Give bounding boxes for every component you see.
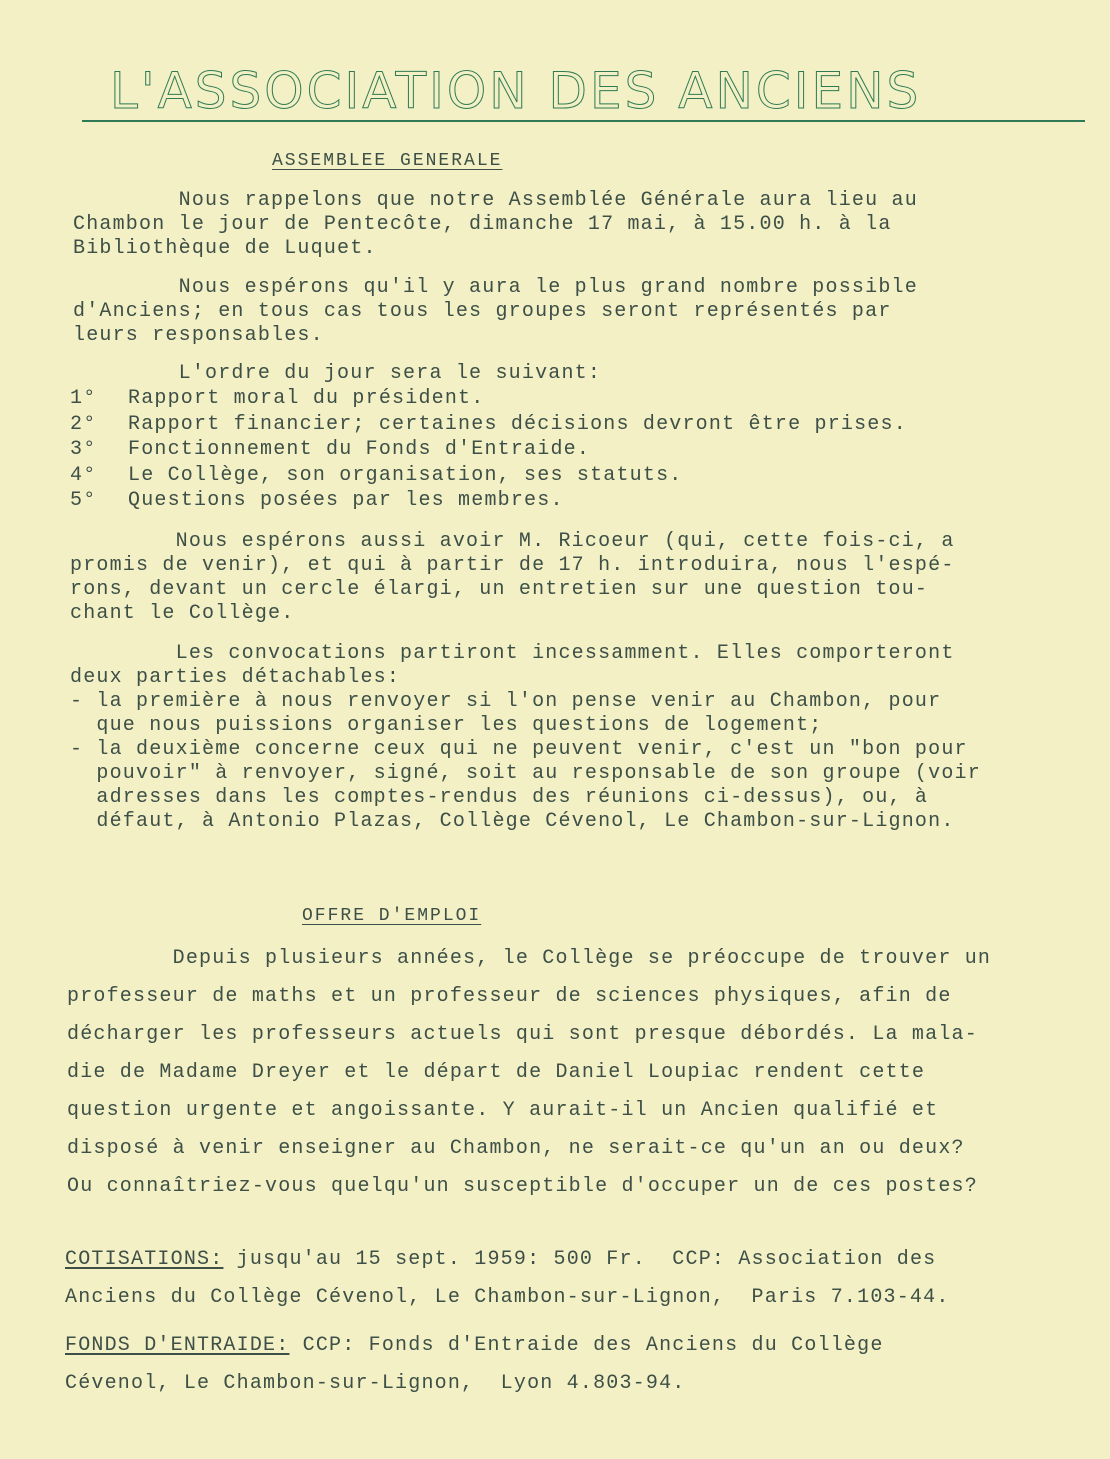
cotisations-line-1: COTISATIONS: jusqu'au 15 sept. 1959: 500 Fr. CCP: Association des	[65, 1248, 937, 1271]
agenda-item: 5° Questions posées par les membres.	[70, 489, 564, 512]
agenda-item: 1° Rapport moral du président.	[70, 387, 485, 410]
cotisations-label: COTISATIONS:	[65, 1248, 224, 1271]
assemblee-heading: ASSEMBLEE GENERALE	[272, 151, 503, 171]
detachable-part-item: - la deuxième concerne ceux qui ne peuvent venir, c'est un "bon pour pouvoir" à renvoyer, signé, soit au responsable de son groupe (voir adresses dans les comptes-rendus des réunions ci-dessus), ou, à défaut, à Antonio Plazas, Collège Cévenol, Le Chambon-sur-Lignon.	[70, 738, 981, 833]
fonds-label: FONDS D'ENTRAIDE:	[65, 1334, 290, 1357]
page-title: L'ASSOCIATION DES ANCIENS	[110, 62, 922, 120]
assemblee-paragraph-3: L'ordre du jour sera le suivant:	[73, 362, 602, 385]
detachable-parts-list	[70, 690, 981, 834]
agenda-item: 4° Le Collège, son organisation, ses statuts.	[70, 463, 683, 487]
assemblee-paragraph-4: Nous espérons aussi avoir M. Ricoeur (qui, cette fois-ci, a promis de venir), et qui à partir de 17 h. introduira, nous l'espé- rons, devant un cercle élargi, un entretien sur une question tou- chant le Collège.	[70, 530, 955, 625]
detachable-part-item: - la première à nous renvoyer si l'on pense venir au Chambon, pour que nous puissions organiser les questions de logement;	[70, 690, 942, 737]
agenda-item: 3° Fonctionnement du Fonds d'Entraide.	[70, 438, 591, 461]
agenda-list	[70, 386, 907, 514]
agenda-item: 2° Rapport financier; certaines décisions devront être prises.	[70, 412, 907, 436]
assemblee-paragraph-2: Nous espérons qu'il y aura le plus grand nombre possible d'Anciens; en tous cas tous les groupes seront représentés par leurs responsables.	[73, 276, 918, 347]
fonds-line-1: FONDS D'ENTRAIDE: CCP: Fonds d'Entraide des Anciens du Collège	[65, 1334, 884, 1357]
offre-paragraph: Depuis plusieurs années, le Collège se préoccupe de trouver un professeur de maths et un professeur de sciences physiques, afin de décharger les professeurs actuels qui sont presque débordés. La mala- die de Madame Dreyer et le départ de Daniel Loupiac rendent cette question urgente et angoissante. Y aurait-il un Ancien qualifié et disposé à venir enseigner au Chambon, ne serait-ce qu'un an ou deux? Ou connaîtriez-vous quelqu'un susceptible d'occuper un de ces postes?	[67, 947, 992, 1198]
assemblee-paragraph-1: Nous rappelons que notre Assemblée Générale aura lieu au Chambon le jour de Pentecôte, dimanche 17 mai, à 15.00 h. à la Bibliothèque de Luquet.	[73, 189, 918, 260]
offre-heading: OFFRE D'EMPLOI	[302, 906, 482, 926]
cotisations-line-2: Anciens du Collège Cévenol, Le Chambon-sur-Lignon, Paris 7.103-44.	[65, 1286, 950, 1309]
fonds-line-2: Cévenol, Le Chambon-sur-Lignon, Lyon 4.803-94.	[65, 1372, 686, 1395]
assemblee-paragraph-5: Les convocations partiront incessamment. Elles comporteront deux parties détachables:	[70, 642, 955, 689]
title-divider	[82, 120, 1085, 122]
